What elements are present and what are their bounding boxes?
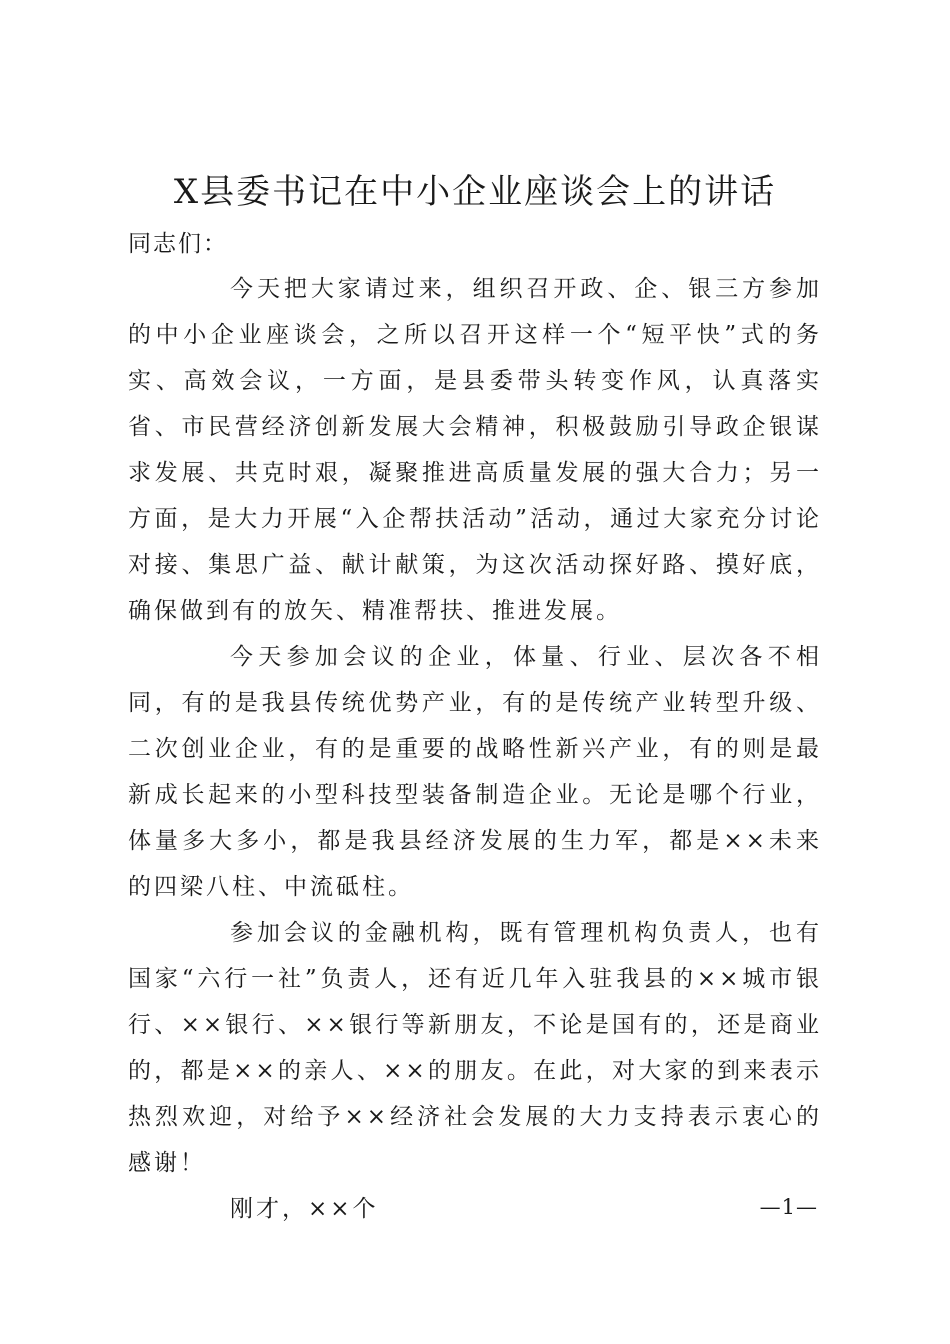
salutation: 同志们：: [128, 231, 228, 257]
page-number: —1—: [759, 1195, 818, 1219]
paragraph: 今天把大家请过来，组织召开政、企、银三方参加的中小企业座谈会，之所以召开这样一个“短平快”式的务实、高效会议，一方面，是县委带头转变作风，认真落实省、市民营经济创新发展大会精神，积极鼓励引导政企银谋求发展、共克时艰，凝聚推进高质量发展的强大合力；另一方面，是大力开展“入企帮扶活动”活动，通过大家充分讨论对接、集思广益、献计献策，为这次活动探好路、摸好底，确保做到有的放矢、精准帮扶、推进发展。: [128, 276, 822, 624]
document-body: [128, 266, 822, 1232]
document-title: X县委书记在中小企业座谈会上的讲话: [173, 172, 777, 212]
paragraph: 刚才，××个: [230, 1196, 379, 1222]
paragraph: 今天参加会议的企业，体量、行业、层次各不相同，有的是我县传统优势产业，有的是传统产业转型升级、二次创业企业，有的是重要的战略性新兴产业，有的则是最新成长起来的小型科技型装备制造企业。无论是哪个行业，体量多大多小，都是我县经济发展的生力军，都是××未来的四梁八柱、中流砥柱。: [128, 644, 822, 900]
paragraph: 参加会议的金融机构，既有管理机构负责人，也有国家“六行一社”负责人，还有近几年入驻我县的××城市银行、××银行、××银行等新朋友，不论是国有的，还是商业的，都是××的亲人、××的朋友。在此，对大家的到来表示热烈欢迎，对给予××经济社会发展的大力支持表示衷心的感谢！: [128, 920, 822, 1176]
